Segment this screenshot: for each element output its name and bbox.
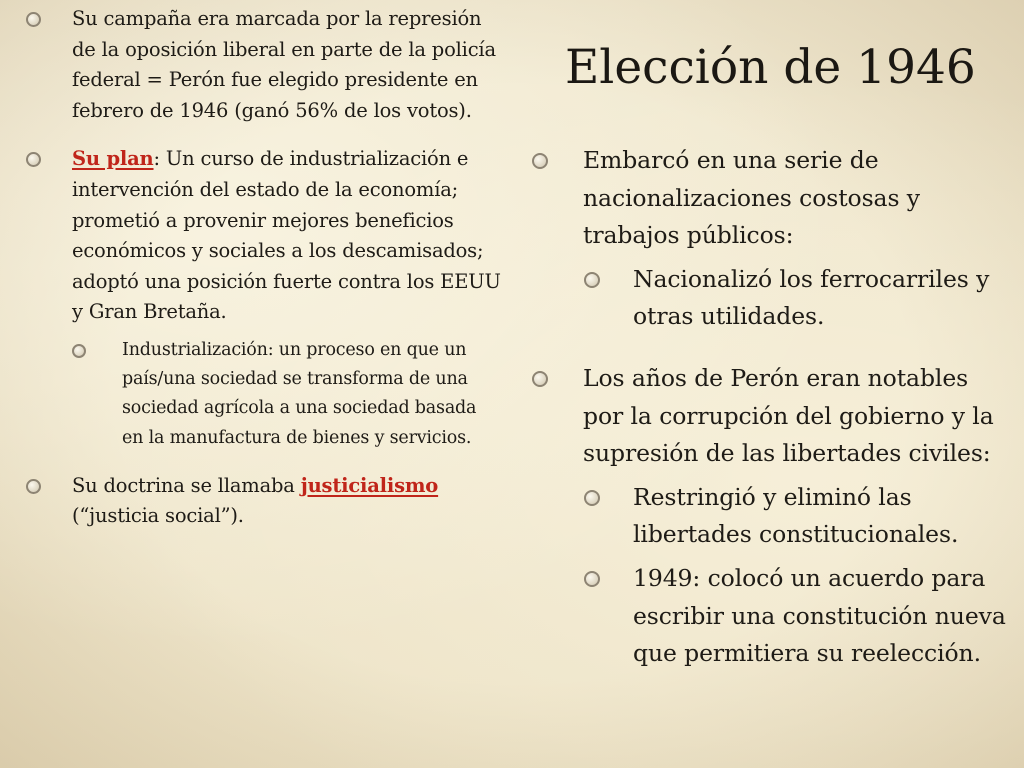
left-column bbox=[22, 4, 502, 532]
railways-text: Nacionalizó los ferrocarriles y otras utilidades. bbox=[633, 264, 990, 331]
left-bullet-plan bbox=[22, 144, 502, 328]
doctrine-term: justicialismo bbox=[300, 473, 439, 497]
left-bullet-doctrine bbox=[22, 471, 502, 532]
campaign-text: Su campaña era marcada por la represión de la oposición liberal en parte de la policía federal = Perón fue elegido presidente en febrero de 1946 (ganó 56% de los votos). bbox=[72, 7, 496, 122]
liberties-text: Restringió y eliminó las libertades constitucionales. bbox=[633, 482, 959, 549]
circle-bullet-icon bbox=[532, 371, 548, 387]
circle-bullet-icon bbox=[532, 153, 548, 169]
right-subbullet-railways bbox=[530, 261, 1010, 336]
right-subbullet-constitution bbox=[530, 560, 1010, 673]
right-column bbox=[530, 142, 1010, 679]
circle-bullet-icon bbox=[72, 344, 86, 358]
constitution-text: 1949: colocó un acuerdo para escribir una constitución nueva que permitiera su reelección. bbox=[633, 563, 1006, 668]
right-bullet-nationalizations bbox=[530, 142, 1010, 255]
left-bullet-campaign bbox=[22, 4, 502, 126]
circle-bullet-icon bbox=[26, 12, 41, 27]
corruption-text: Los años de Perón eran notables por la corrupción del gobierno y la supresión de las libertades civiles: bbox=[583, 363, 994, 468]
left-subbullet-industrialization bbox=[22, 336, 502, 453]
plan-label: Su plan bbox=[72, 147, 154, 171]
circle-bullet-icon bbox=[26, 152, 41, 167]
spacer bbox=[530, 342, 1010, 360]
right-bullet-corruption bbox=[530, 360, 1010, 473]
nationalizations-text: Embarcó en una serie de nacionalizaciones costosas y trabajos públicos: bbox=[583, 146, 920, 250]
plan-text: : Un curso de industrialización e intervención del estado de la economía; prometió a provenir mejores beneficios económicos y sociales a los descamisados; adoptó una posición fuerte contra los EEUU y Gran Bretaña. bbox=[72, 147, 501, 324]
industrialization-definition: Industrialización: un proceso en que un país/una sociedad se transforma de una sociedad agrícola a una sociedad basada en la manufactura de bienes y servicios. bbox=[122, 339, 477, 448]
circle-bullet-icon bbox=[26, 479, 41, 494]
circle-bullet-icon bbox=[584, 571, 600, 587]
right-subbullet-liberties bbox=[530, 479, 1010, 554]
circle-bullet-icon bbox=[584, 272, 600, 288]
doctrine-tail: (“justicia social”). bbox=[72, 504, 244, 528]
circle-bullet-icon bbox=[584, 490, 600, 506]
slide-title: Elección de 1946 bbox=[565, 40, 976, 95]
doctrine-text: Su doctrina se llamaba bbox=[72, 473, 301, 497]
